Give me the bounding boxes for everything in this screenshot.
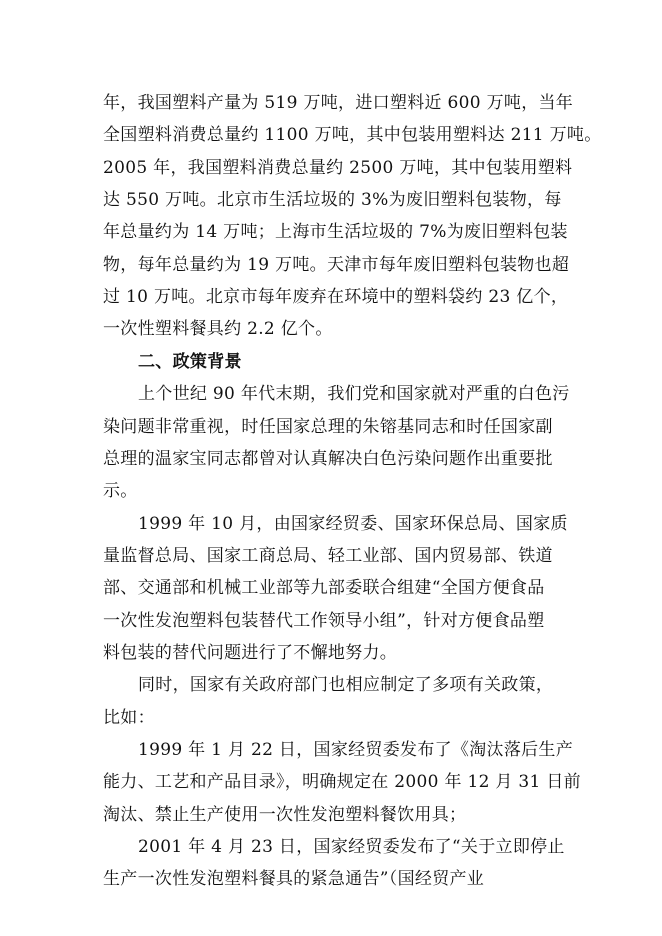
text-line: 物，每年总量约为 19 万吨。天津市每年废旧塑料包装物也超 bbox=[103, 255, 570, 275]
text-line: 过 10 万吨。北京市每年废弃在环境中的塑料袋约 23 亿个， bbox=[103, 287, 569, 307]
text-line: 能力、工艺和产品目录》，明确规定在 2000 年 12 月 31 日前 bbox=[103, 772, 581, 792]
text-line: 一次性发泡塑料包装替代工作领导小组”，针对方便食品塑 bbox=[103, 611, 545, 631]
text-line: 年总量约为 14 万吨；上海市生活垃圾的 7%为废旧塑料包装 bbox=[103, 222, 568, 242]
text-line: 染问题非常重视，时任国家总理的朱镕基同志和时任国家副 bbox=[103, 417, 553, 437]
text-line: 1999 年 1 月 22 日，国家经贸委发布了《淘汰落后生产 bbox=[138, 740, 574, 760]
text-line: 2005 年，我国塑料消费总量约 2500 万吨，其中包装用塑料 bbox=[103, 158, 573, 178]
text-line: 料包装的替代问题进行了不懈地努力。 bbox=[103, 643, 398, 663]
text-line: 同时，国家有关政府部门也相应制定了多项有关政策， bbox=[138, 675, 554, 695]
text-line: 比如： bbox=[103, 708, 155, 728]
text-line: 生产一次性发泡塑料餐具的紧急通告”（国经贸产业 bbox=[103, 869, 485, 889]
text-line: 总理的温家宝同志都曾对认真解决白色污染问题作出重要批 bbox=[103, 449, 553, 469]
text-line: 全国塑料消费总量约 1100 万吨，其中包装用塑料达 211 万吨。 bbox=[103, 125, 602, 145]
text-line: 一次性塑料餐具约 2.2 亿个。 bbox=[103, 319, 333, 339]
text-line: 部、交通部和机械工业部等九部委联合组建“全国方便食品 bbox=[103, 578, 545, 598]
text-line: 量监督总局、国家工商总局、轻工业部、国内贸易部、铁道 bbox=[103, 546, 553, 566]
text-line: 淘汰、禁止生产使用一次性发泡塑料餐饮用具； bbox=[103, 805, 467, 825]
section-heading: 二、政策背景 bbox=[138, 352, 242, 372]
text-line: 2001 年 4 月 23 日，国家经贸委发布了“关于立即停止 bbox=[138, 837, 565, 857]
text-line: 1999 年 10 月，由国家经贸委、国家环保总局、国家质 bbox=[138, 514, 568, 534]
text-line: 达 550 万吨。北京市生活垃圾的 3%为废旧塑料包装物，每 bbox=[103, 190, 562, 210]
text-line: 示。 bbox=[103, 481, 138, 501]
text-line: 年，我国塑料产量为 519 万吨，进口塑料近 600 万吨，当年 bbox=[103, 93, 574, 113]
text-line: 上个世纪 90 年代末期，我们党和国家就对严重的白色污 bbox=[138, 384, 570, 404]
